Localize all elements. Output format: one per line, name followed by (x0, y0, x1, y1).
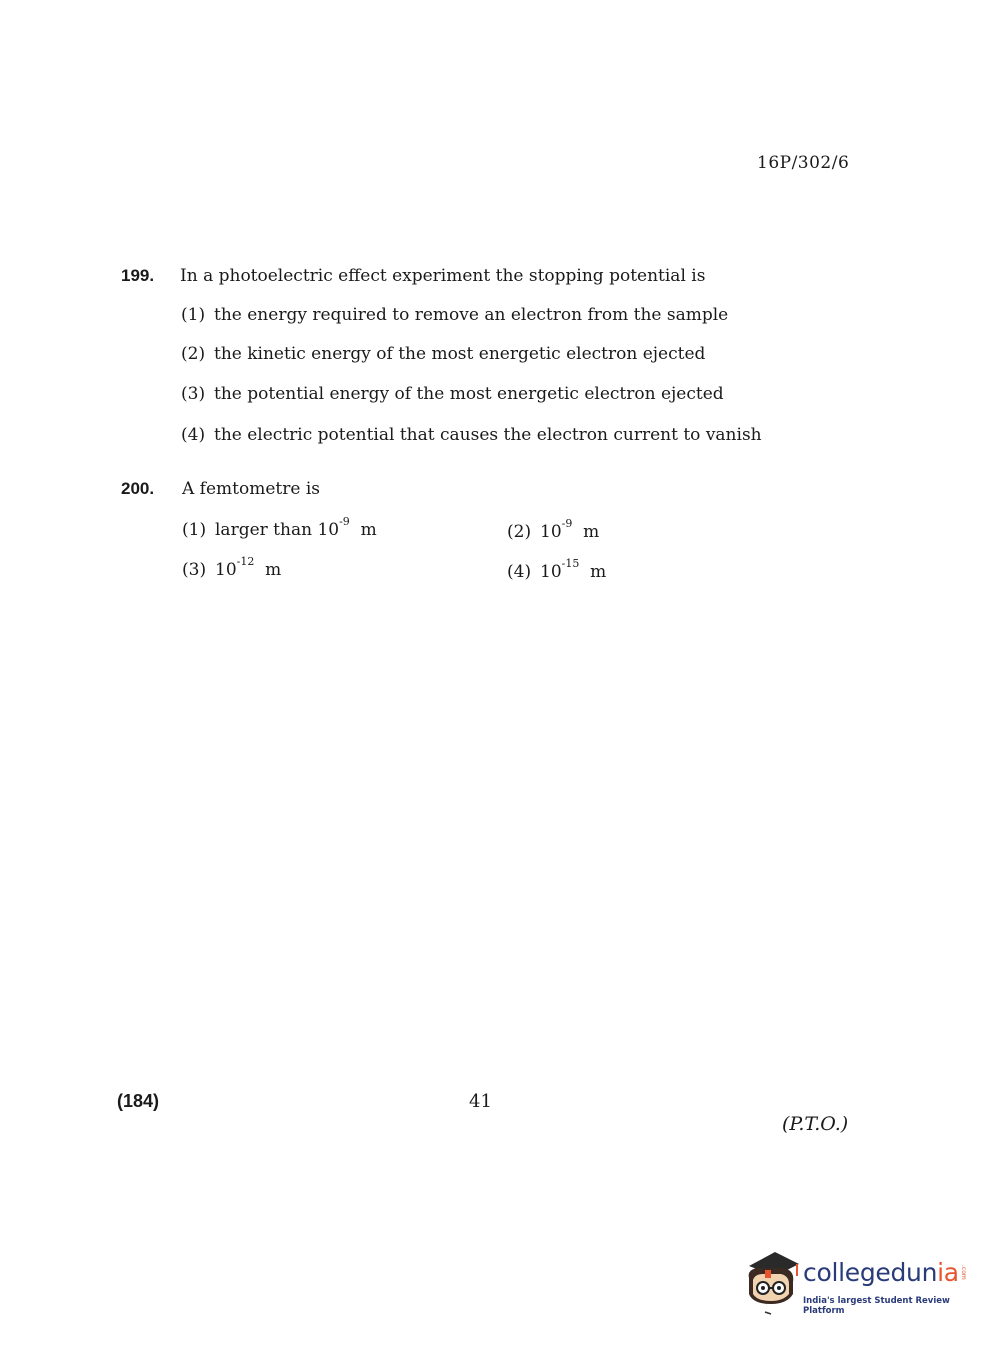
exponent: -9 (561, 517, 573, 531)
brand-name (803, 1258, 959, 1287)
option-text: the kinetic energy of the most energetic electron ejected (214, 344, 706, 364)
option-item (507, 517, 600, 542)
option-value: 10 (540, 522, 562, 542)
option-text: the energy required to remove an electron from the sample (214, 305, 729, 325)
paper-code: 16P/302/6 (757, 153, 850, 173)
pto-label: (P.T.O.) (782, 1113, 849, 1135)
brand-name-main: collegedun (803, 1258, 938, 1287)
brand-domain: .com (960, 1265, 967, 1280)
option-number: (2) (507, 522, 532, 542)
option-number: (2) (181, 344, 206, 364)
question-number: 199. (121, 266, 155, 285)
option-item (181, 384, 724, 404)
option-item (182, 555, 282, 580)
option-number: (4) (181, 425, 206, 445)
option-item (182, 515, 377, 540)
page-number: 41 (469, 1091, 492, 1112)
question-text: A femtometre is (182, 479, 320, 499)
mascot-icon (741, 1248, 801, 1316)
exponent: -9 (339, 515, 350, 529)
option-text: the electric potential that causes the electron current to vanish (214, 425, 762, 445)
unit: m (590, 562, 607, 582)
option-value: larger than 10 (215, 520, 340, 540)
collegedunia-logo (741, 1248, 971, 1318)
option-value: 10 (540, 562, 562, 582)
exponent: -15 (561, 557, 580, 571)
unit: m (265, 560, 282, 580)
booklet-number: (184) (117, 1091, 160, 1111)
option-text: the potential energy of the most energetic electron ejected (214, 384, 724, 404)
option-item (181, 305, 728, 325)
option-number: (4) (507, 562, 532, 582)
option-number: (1) (182, 520, 207, 540)
unit: m (360, 520, 377, 540)
option-number: (3) (182, 560, 207, 580)
option-value: 10 (215, 560, 237, 580)
option-item (181, 425, 762, 445)
option-number: (1) (181, 305, 206, 325)
question-text: In a photoelectric effect experiment the stopping potential is (180, 266, 706, 286)
exponent: -12 (236, 555, 255, 569)
brand-name-accent: ia (937, 1258, 959, 1287)
question-number: 200. (121, 479, 155, 498)
option-number: (3) (181, 384, 206, 404)
unit: m (583, 522, 600, 542)
option-item (181, 344, 705, 364)
option-item (507, 557, 607, 582)
brand-tagline: India's largest Student Review Platform (803, 1296, 950, 1316)
